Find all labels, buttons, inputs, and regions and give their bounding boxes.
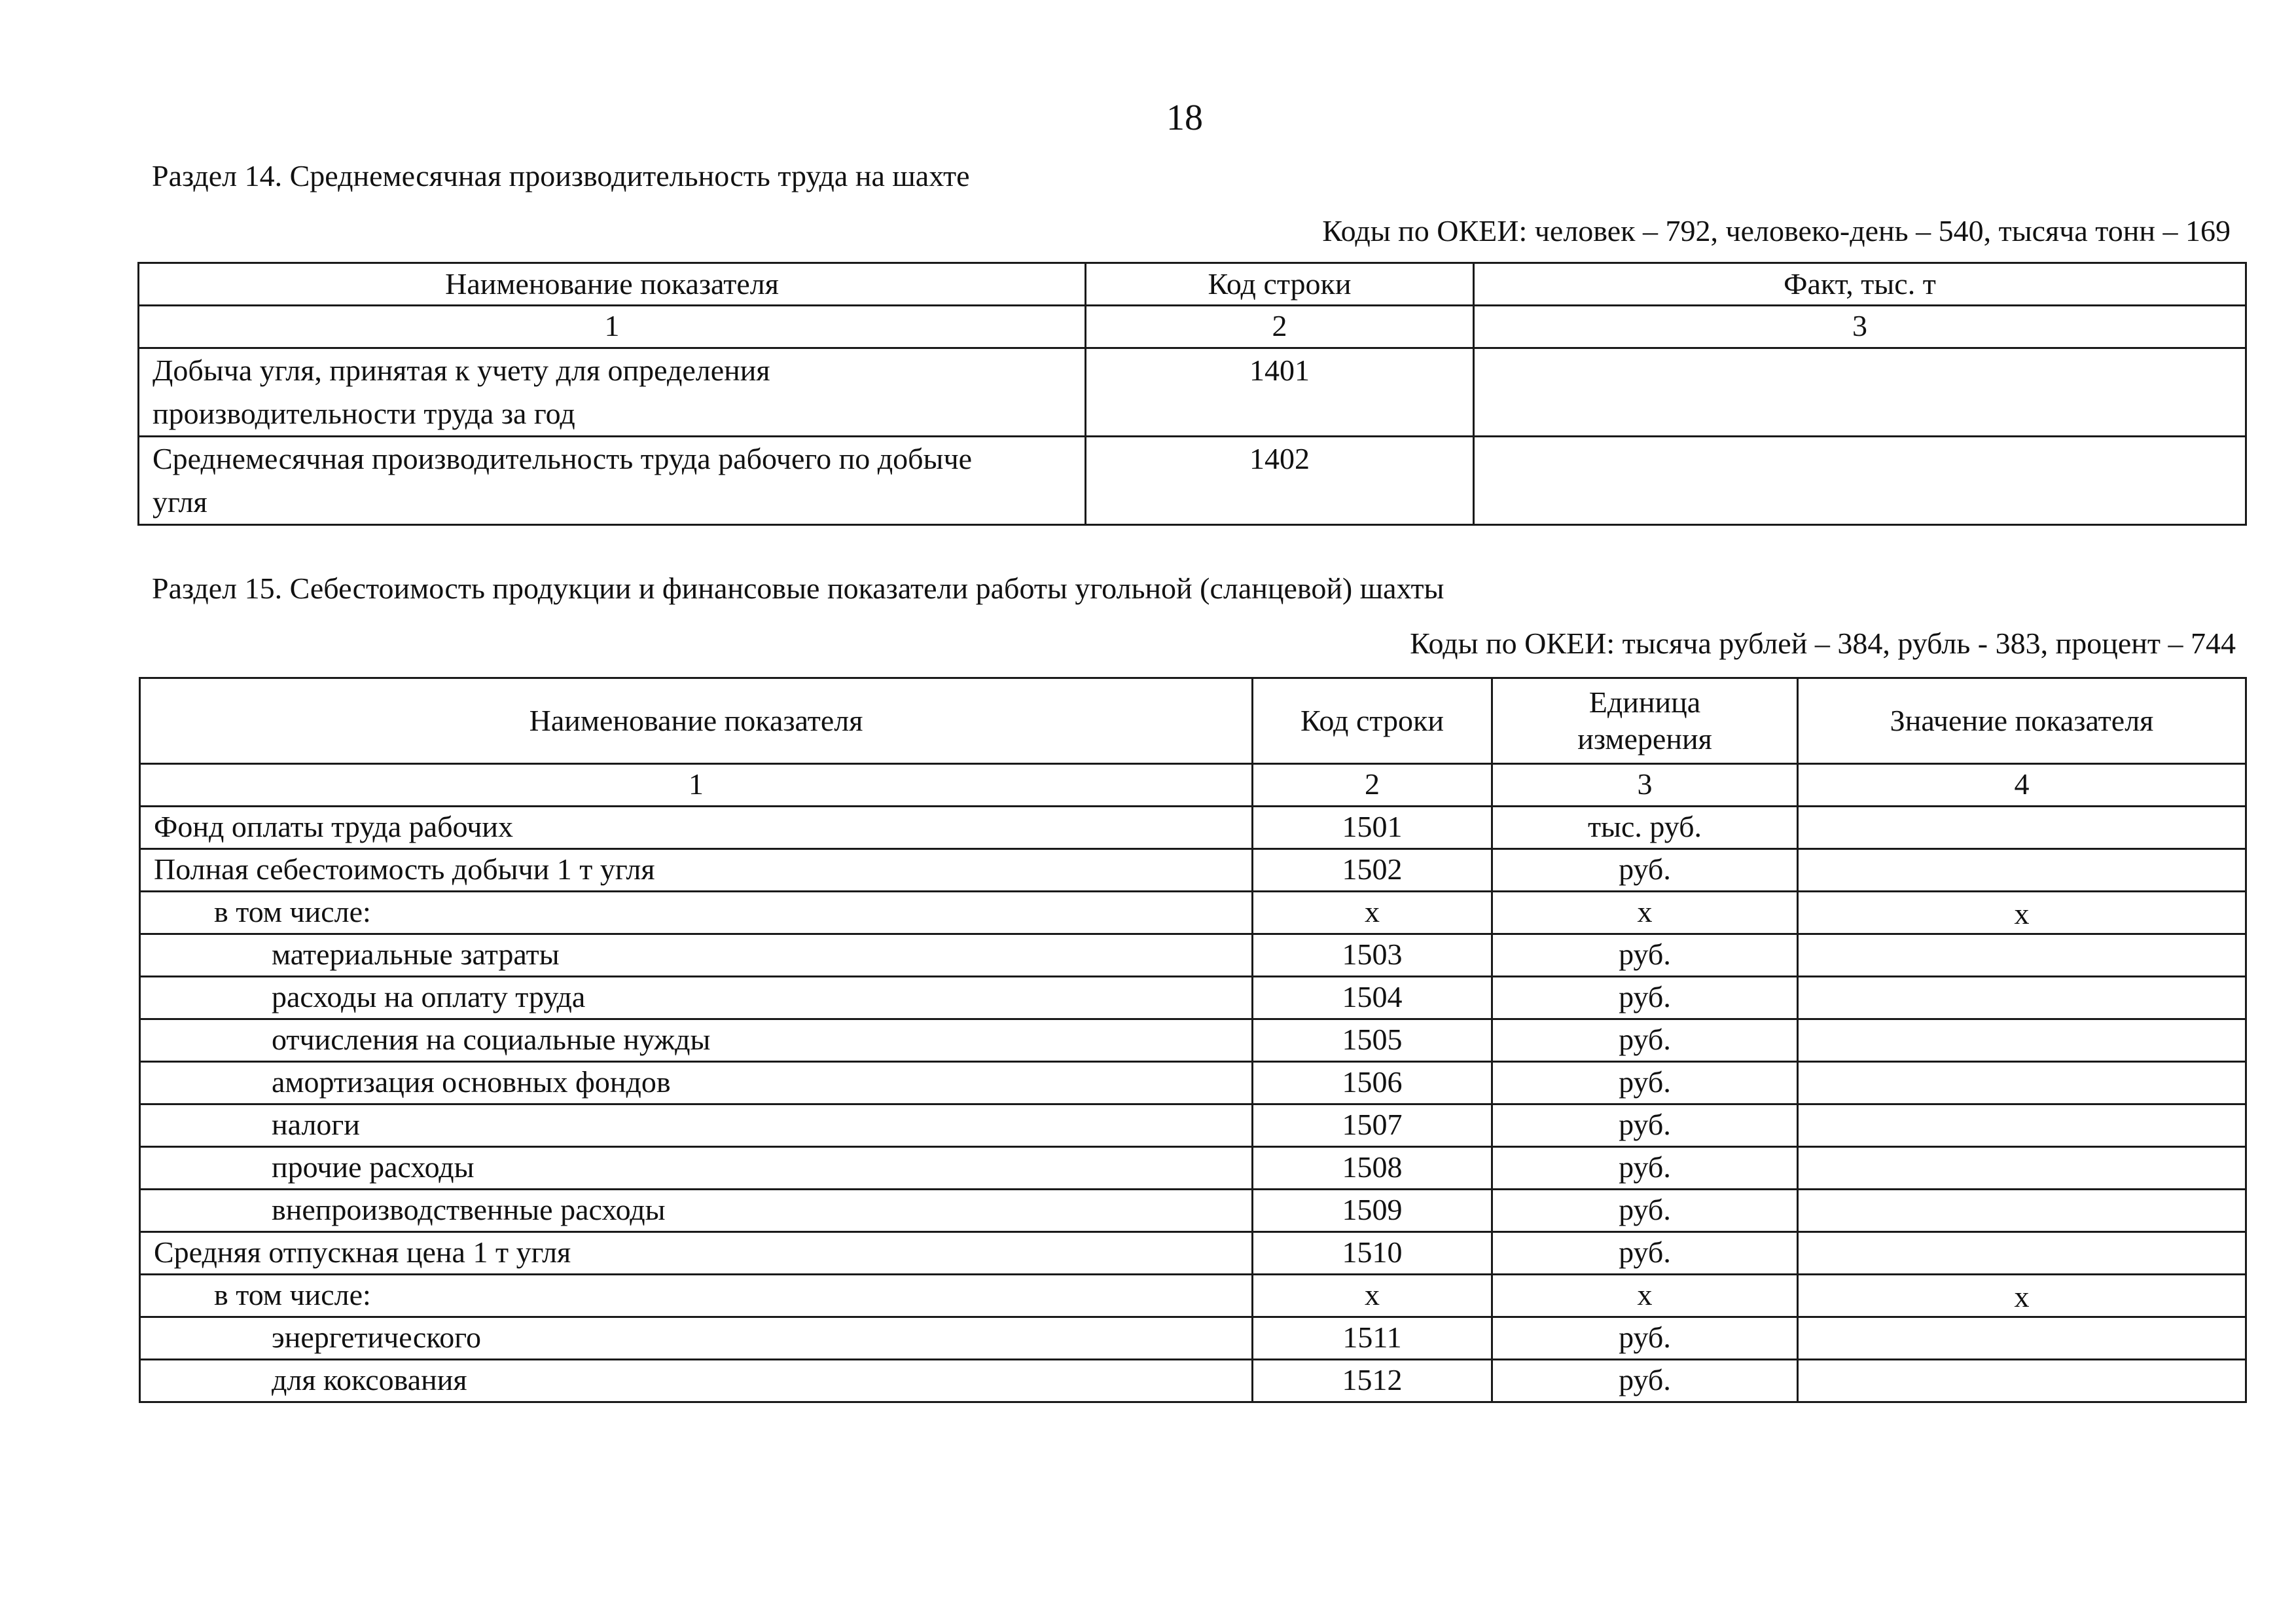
unit: руб.	[1492, 1062, 1798, 1104]
value-cell[interactable]	[1798, 934, 2246, 977]
unit: руб.	[1492, 1190, 1798, 1232]
row-code: 1507	[1253, 1104, 1492, 1147]
table-row	[140, 1062, 2246, 1104]
table-row	[139, 437, 2246, 525]
indicator-name: материальные затраты	[140, 934, 1253, 977]
table-row	[140, 1317, 2246, 1360]
unit: руб.	[1492, 1232, 1798, 1275]
row-code: 1502	[1253, 849, 1492, 892]
column-number: 2	[1086, 306, 1474, 348]
indicator-name: прочие расходы	[140, 1147, 1253, 1190]
header-indicator-name: Наименование показателя	[139, 263, 1086, 306]
column-number: 3	[1474, 306, 2246, 348]
header-indicator-name: Наименование показателя	[140, 678, 1253, 764]
unit: х	[1492, 1275, 1798, 1317]
row-code: 1509	[1253, 1190, 1492, 1232]
section-14-table	[137, 262, 2247, 526]
table-row	[139, 348, 2246, 437]
indicator-name: амортизация основных фондов	[140, 1062, 1253, 1104]
column-number: 2	[1253, 764, 1492, 807]
table-row	[140, 977, 2246, 1019]
value-cell[interactable]	[1798, 1019, 2246, 1062]
unit: руб.	[1492, 849, 1798, 892]
table-row	[140, 934, 2246, 977]
indicator-name: Средняя отпускная цена 1 т угля	[140, 1232, 1253, 1275]
indicator-name	[139, 437, 1086, 525]
page-number: 18	[1166, 98, 1203, 138]
column-number: 1	[139, 306, 1086, 348]
section-15-title: Раздел 15. Себестоимость продукции и финансовые показатели работы угольной (сланцевой) шахты	[152, 572, 1444, 605]
header-row-code: Код строки	[1253, 678, 1492, 764]
indicator-name	[139, 348, 1086, 437]
header-unit-line: Единица	[1588, 685, 1701, 719]
section-15-table	[139, 677, 2247, 1403]
indicator-name: отчисления на социальные нужды	[140, 1019, 1253, 1062]
table-header-row	[139, 263, 2246, 306]
value-cell[interactable]	[1798, 1190, 2246, 1232]
indicator-name: расходы на оплату труда	[140, 977, 1253, 1019]
value-cell[interactable]	[1798, 1062, 2246, 1104]
value-cell: х	[1798, 892, 2246, 934]
unit: х	[1492, 892, 1798, 934]
unit: руб.	[1492, 1147, 1798, 1190]
fact-value-cell[interactable]	[1474, 437, 2246, 525]
value-cell[interactable]	[1798, 977, 2246, 1019]
table-row	[140, 1147, 2246, 1190]
table-row	[140, 892, 2246, 934]
value-cell[interactable]	[1798, 849, 2246, 892]
value-cell[interactable]	[1798, 1232, 2246, 1275]
section-14-title: Раздел 14. Среднемесячная производительность труда на шахте	[152, 159, 970, 192]
row-code: 1401	[1086, 348, 1474, 437]
column-number: 3	[1492, 764, 1798, 807]
table-row	[140, 1104, 2246, 1147]
indicator-name: для коксования	[140, 1360, 1253, 1402]
table-row	[140, 807, 2246, 849]
row-code: 1402	[1086, 437, 1474, 525]
table-row	[140, 1360, 2246, 1402]
header-row-code: Код строки	[1086, 263, 1474, 306]
fact-value-cell[interactable]	[1474, 348, 2246, 437]
table-row	[140, 1275, 2246, 1317]
indicator-name: внепроизводственные расходы	[140, 1190, 1253, 1232]
row-code: 1511	[1253, 1317, 1492, 1360]
row-code: 1510	[1253, 1232, 1492, 1275]
value-cell[interactable]	[1798, 1147, 2246, 1190]
unit: тыс. руб.	[1492, 807, 1798, 849]
header-unit-line: измерения	[1577, 722, 1712, 756]
table-row	[140, 849, 2246, 892]
value-cell[interactable]	[1798, 1360, 2246, 1402]
section-15-okei-codes: Коды по ОКЕИ: тысяча рублей – 384, рубль - 383, процент – 744	[1410, 627, 2236, 660]
unit: руб.	[1492, 977, 1798, 1019]
header-value: Значение показателя	[1798, 678, 2246, 764]
value-cell[interactable]	[1798, 1104, 2246, 1147]
header-fact: Факт, тыс. т	[1474, 263, 2246, 306]
value-cell: х	[1798, 1275, 2246, 1317]
row-code: х	[1253, 892, 1492, 934]
row-code: 1503	[1253, 934, 1492, 977]
row-code: 1504	[1253, 977, 1492, 1019]
row-code: х	[1253, 1275, 1492, 1317]
table-row	[140, 1019, 2246, 1062]
row-code: 1512	[1253, 1360, 1492, 1402]
header-unit	[1492, 678, 1798, 764]
indicator-name-line: Добыча угля, принятая к учету для определения	[152, 354, 770, 387]
indicator-name: в том числе:	[140, 892, 1253, 934]
column-number: 1	[140, 764, 1253, 807]
section-14-okei-codes: Коды по ОКЕИ: человек – 792, человеко-день – 540, тысяча тонн – 169	[1322, 214, 2231, 247]
table-row	[140, 1232, 2246, 1275]
column-number: 4	[1798, 764, 2246, 807]
indicator-name: налоги	[140, 1104, 1253, 1147]
unit: руб.	[1492, 934, 1798, 977]
unit: руб.	[1492, 1104, 1798, 1147]
unit: руб.	[1492, 1360, 1798, 1402]
unit: руб.	[1492, 1019, 1798, 1062]
row-code: 1501	[1253, 807, 1492, 849]
indicator-name: Полная себестоимость добычи 1 т угля	[140, 849, 1253, 892]
table-header-row	[140, 678, 2246, 764]
indicator-name-line: производительности труда за год	[152, 397, 575, 430]
unit: руб.	[1492, 1317, 1798, 1360]
table-row	[140, 1190, 2246, 1232]
row-code: 1506	[1253, 1062, 1492, 1104]
row-code: 1508	[1253, 1147, 1492, 1190]
value-cell[interactable]	[1798, 807, 2246, 849]
indicator-name: в том числе:	[140, 1275, 1253, 1317]
value-cell[interactable]	[1798, 1317, 2246, 1360]
indicator-name-line: Среднемесячная производительность труда рабочего по добыче	[152, 442, 972, 475]
indicator-name-line: угля	[152, 485, 207, 519]
indicator-name: энергетического	[140, 1317, 1253, 1360]
row-code: 1505	[1253, 1019, 1492, 1062]
column-number-row	[139, 306, 2246, 348]
column-number-row	[140, 764, 2246, 807]
indicator-name: Фонд оплаты труда рабочих	[140, 807, 1253, 849]
